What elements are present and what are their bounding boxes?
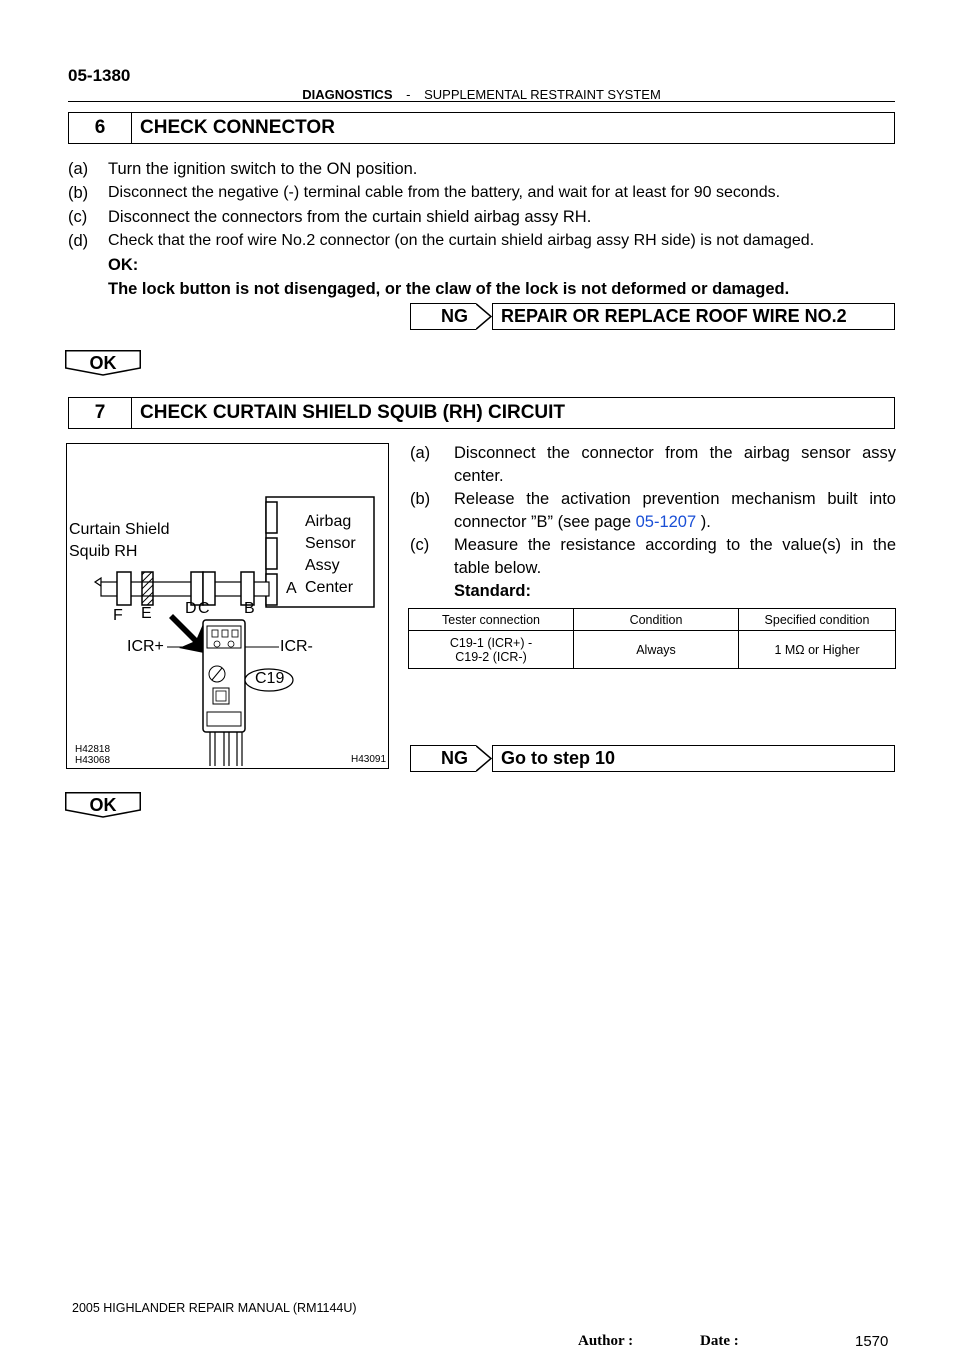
page-number: 05-1380 xyxy=(68,66,131,85)
step-7-ng-result xyxy=(410,745,895,772)
step-7-header xyxy=(68,397,895,429)
section-header xyxy=(68,87,895,102)
table-cell-specified: 1 MΩ or Higher xyxy=(739,631,896,669)
step-6-header xyxy=(68,112,895,144)
instruction-a: (a) Disconnect the connector from the airbag sensor assy center. xyxy=(410,444,896,485)
ng-result-text: Go to step 10 xyxy=(492,745,895,772)
step-7-instructions xyxy=(410,443,896,601)
table-header-cell: Tester connection xyxy=(409,609,574,631)
icr-plus-label: ICR+ xyxy=(127,638,164,655)
footer-page-number: 1570 xyxy=(855,1333,889,1350)
table-cell-tester: C19-1 (ICR+) - C19-2 (ICR-) xyxy=(409,631,574,669)
author-label: Author : xyxy=(578,1333,634,1349)
ng-result-text: REPAIR OR REPLACE ROOF WIRE NO.2 xyxy=(492,303,895,330)
step-number: 6 xyxy=(69,113,132,143)
table-header-cell: Specified condition xyxy=(739,609,896,631)
connector-id-label: C19 xyxy=(255,670,285,687)
date-label: Date : xyxy=(700,1333,739,1349)
connector-b-label: B xyxy=(244,600,255,617)
table-cell-condition: Always xyxy=(574,631,739,669)
step-6-ok-badge xyxy=(65,350,141,376)
connector-a-label: A xyxy=(286,580,297,597)
step-title: CHECK CONNECTOR xyxy=(140,117,335,138)
figure-codes: H42818 H43068 xyxy=(75,744,111,766)
instruction-b: (b) Release the activation prevention mechanism built into connector ”B” (see page 05-1207 ). xyxy=(410,490,896,531)
figure-code-right: H43091 xyxy=(351,754,387,765)
step-6-instructions xyxy=(68,159,898,299)
section-separator: - xyxy=(406,87,411,102)
ng-label: NG xyxy=(410,745,476,772)
connector-e-label: E xyxy=(141,605,152,622)
section-title: DIAGNOSTICS xyxy=(302,87,393,102)
ok-criteria: The lock button is not disengaged, or the claw of the lock is not deformed or damaged. xyxy=(108,280,790,298)
ng-label: NG xyxy=(410,303,476,330)
ok-heading: OK: xyxy=(108,256,139,274)
manual-footer: 2005 HIGHLANDER REPAIR MANUAL (RM1144U) xyxy=(72,1301,357,1315)
standard-table xyxy=(408,608,896,669)
table-header-row xyxy=(409,609,896,631)
subsection-title: SUPPLEMENTAL RESTRAINT SYSTEM xyxy=(424,87,661,102)
instruction-c: (c) Measure the resistance according to the value(s) in the table below. xyxy=(410,536,896,577)
step-title: CHECK CURTAIN SHIELD SQUIB (RH) CIRCUIT xyxy=(140,402,566,423)
table-row xyxy=(409,631,896,669)
connector-f-label: F xyxy=(113,607,123,624)
instruction-a: (a) Turn the ignition switch to the ON position. xyxy=(68,160,418,178)
instruction-b: (b) Disconnect the negative (-) terminal cable from the battery, and wait for at least for 90 seconds. xyxy=(68,184,781,202)
ok-label: OK xyxy=(89,353,117,373)
ng-arrow-icon xyxy=(476,303,492,330)
curtain-shield-label: Curtain Shield Squib RH xyxy=(69,521,170,560)
icr-minus-label: ICR- xyxy=(280,638,313,655)
instruction-d: (d) Check that the roof wire No.2 connector (on the curtain shield airbag assy RH side) is not damaged. xyxy=(68,232,815,250)
standard-label: Standard: xyxy=(454,582,532,600)
step-6-ng-result xyxy=(410,303,895,330)
wiring-figure xyxy=(66,443,389,769)
table-header-cell: Condition xyxy=(574,609,739,631)
step-7-ok-badge xyxy=(65,792,141,818)
connector-d-label: D xyxy=(185,600,197,617)
connector-diagram xyxy=(67,444,388,768)
ng-arrow-icon xyxy=(476,745,492,772)
page-link[interactable]: 05-1207 xyxy=(635,513,697,531)
ok-label: OK xyxy=(89,795,117,815)
step-number: 7 xyxy=(69,398,132,428)
instruction-c: (c) Disconnect the connectors from the curtain shield airbag assy RH. xyxy=(68,208,592,226)
connector-c-label: C xyxy=(198,600,210,617)
airbag-sensor-label: Airbag Sensor Assy Center xyxy=(305,513,356,596)
